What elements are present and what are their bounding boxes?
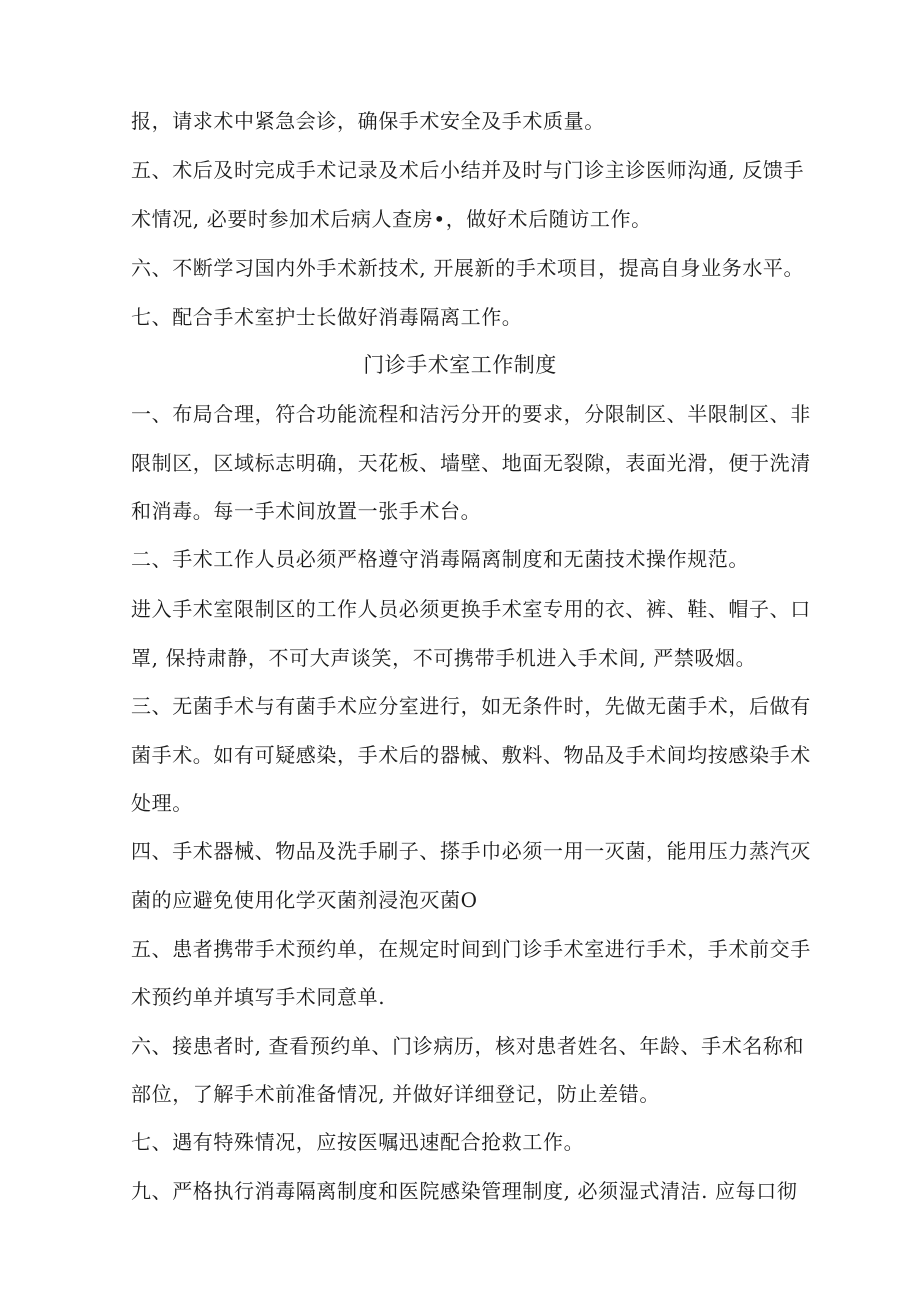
- text-line: 术情况, 必要时参加术后病人查房•，做好术后随访工作。: [131, 207, 652, 231]
- section-title: 门诊手术室工作制度: [363, 353, 557, 377]
- text-line: 部位，了解手术前准备情况, 并做好详细登记，防止差错。: [131, 1082, 660, 1106]
- text-line: 三、无菌手术与有菌手术应分室进行，如无条件时，先做无菌手术，后做有: [131, 694, 811, 718]
- text-line: 六、不断学习国内外手术新技术, 开展新的手术项目，提高自身业务水平。: [131, 256, 805, 280]
- text-line: 四、手术器械、物品及洗手刷子、搽手巾必须一用一灭菌，能用压力蒸汽灭: [131, 839, 811, 863]
- text-line: 处理。: [131, 791, 193, 815]
- text-line: 五、术后及时完成手术记录及术后小结并及时与门诊主诊医师沟通, 反馈手: [131, 158, 805, 182]
- text-line: 限制区，区域标志明确，天花板、墙壁、地面无裂隙，表面光滑，便于洗清: [131, 451, 811, 475]
- text-line: 一、布局合理，符合功能流程和洁污分开的要求，分限制区、半限制区、非: [131, 402, 811, 426]
- text-line: 术预约单并填写手术同意单.: [131, 985, 386, 1009]
- text-line: 罩, 保持肃静，不可大声谈笑，不可携带手机进入手术间, 严禁吸烟。: [131, 646, 757, 670]
- text-line: 和消毒。每一手术间放置一张手术台。: [131, 499, 482, 523]
- text-line: 七、遇有特殊情况，应按医嘱迅速配合抢救工作。: [131, 1130, 585, 1154]
- text-line: 九、严格执行消毒隔离制度和医院感染管理制度, 必须湿式清洁. 应每口彻: [131, 1179, 798, 1203]
- text-line: 菌手术。如有可疑感染，手术后的器械、敷料、物品及手术间均按感染手术: [131, 743, 811, 767]
- text-line: 二、手术工作人员必须严格遵守消毒隔离制度和无菌技术操作规范。: [131, 547, 749, 571]
- text-line: 菌的应避免使用化学灭菌剂浸泡灭菌O: [131, 888, 478, 912]
- text-line: 报，请求术中紧急会诊，确保手术安全及手术质量。: [131, 109, 605, 133]
- text-line: 进入手术室限制区的工作人员必须更换手术室专用的衣、裤、鞋、帽子、口: [131, 597, 811, 621]
- text-line: 六、接患者时, 查看预约单、门诊病历，核对患者姓名、年龄、手术名称和: [131, 1034, 805, 1058]
- text-line: 五、患者携带手术预约单，在规定时间到门诊手术室进行手术，手术前交手: [131, 937, 811, 961]
- text-line: 七、配合手术室护士长做好消毒隔离工作。: [131, 305, 523, 329]
